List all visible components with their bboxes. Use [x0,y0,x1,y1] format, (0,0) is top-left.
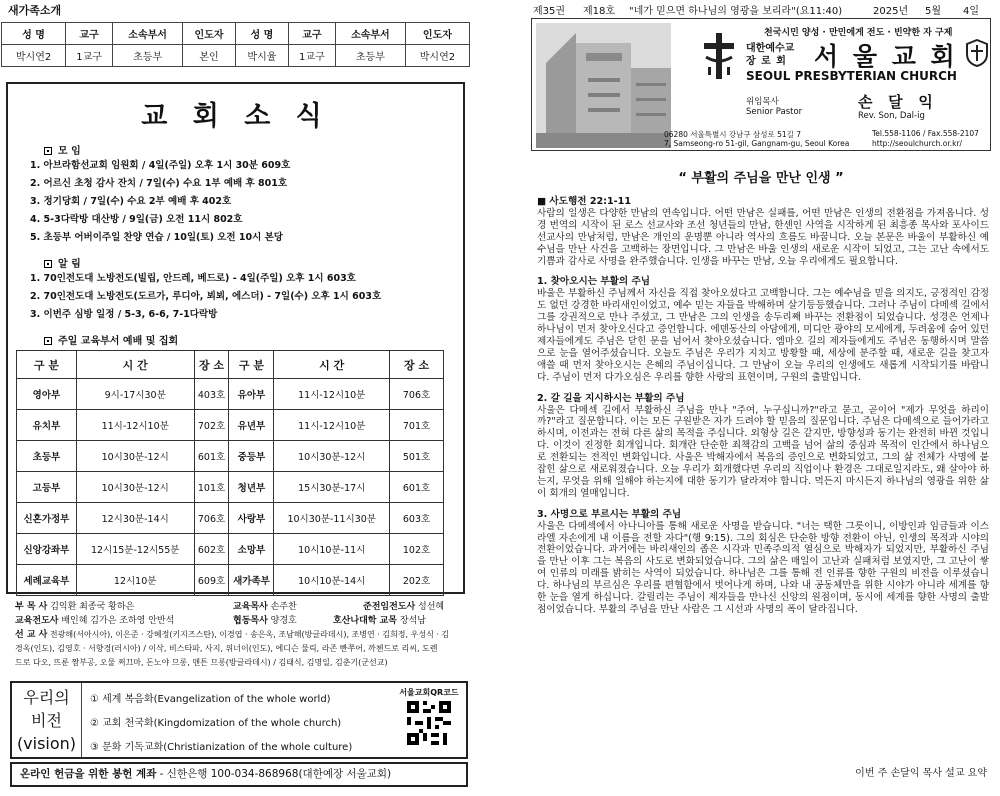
gathering-item: 3. 정기당회 / 7일(수) 수요 2부 예배 후 402호 [30,196,232,207]
staff-label: 교육전도사 [15,616,59,626]
cell: 601호 [390,472,444,503]
square-bullet-icon [44,147,52,155]
church-building-image [536,23,671,148]
qr-label: 서울교회QR코드 [399,688,459,697]
cell: 박시연2 [2,45,66,67]
cell: 10시30분-12시 [274,441,390,472]
notice-item: 1. 70인전도대 노방전도(빌립, 안드레, 베드로) - 4일(주일) 오후 1시 603호 [30,273,356,284]
cell: 중등부 [229,441,274,472]
pastor-name-en: Rev. Son, Dal-ig [858,111,925,121]
header-cell: 구 분 [229,351,274,379]
staff-list [15,600,467,678]
cell: 영아부 [17,379,77,410]
gathering-item: 4. 5-3다락방 대산방 / 9일(금) 오전 11시 802호 [30,214,243,225]
cell: 신혼가정부 [17,503,77,534]
staff-label: 부 목 사 [15,602,48,612]
staff-group: 준전임전도사 성선혜 [363,602,445,612]
cell: 202호 [390,565,444,596]
staff-row-2 [15,614,467,628]
denomination-line-2: 장 로 회 [746,56,787,67]
sermon-point-heading: 3. 사명으로 부르시는 부활의 주님 [537,508,682,520]
cell: 사랑부 [229,503,274,534]
cell: 706호 [390,379,444,410]
worship-row [17,410,444,441]
cell: 701호 [390,410,444,441]
worship-header-row [17,351,444,379]
staff-names: 배인혜 김가은 조하영 안반석 [61,616,175,626]
staff-row-1 [15,600,467,614]
cell: 유아부 [229,379,274,410]
sermon-point-heading: 2. 갈 길을 지시하시는 부활의 주님 [537,392,685,404]
sermon-point-text: 사울은 다메섹 길에서 부활하신 주님을 만나 "주여, 누구십니까?"라고 묻고, 곧이어 "제가 무엇을 하리이까?"라고 질문합니다. 이는 모든 구원받은 자가 드려야 할 믿음의 질문입니다. 주님은 다메섹으로 들어가라고 하시며, 이전과는 전혀 다른 삶의 목적을 주십니다. 외형상 길은 같지만, 방향성과 동기는 완전히 바뀐 것입니다. 이것이 진정한 회개입니다. 회개란 단순한 죄책감의 고백을 넘어 삶의 중심과 목적이 인간에서 하나님으로 전환되는 전적인 변화입니다. 사울은 박해자에서 복음의 증인으로 변화되었고, 그의 삶 전체가 사명에 붙잡힌 삶으로 새로워졌습니다. 오늘 우리가 회개했다면 우리의 직업이나 환경은 그대로일지라도, 왜 살아야 하는지, 무엇을 위해 일해야 하는지에 대한 동기가 달라져야 합니다. 먹든지 마시든지 하나님의 영광을 위한 삶이 회개의 열매입니다. [537,404,989,499]
header-cell: 장 소 [194,351,229,379]
cell: 유치부 [17,410,77,441]
cell: 11시-12시10분 [76,410,194,441]
vision-item: ② 교회 천국화(Kingdomization of the whole church) [90,718,342,729]
cell: 101호 [194,472,229,503]
cell: 102호 [390,534,444,565]
cell: 10시30분-12시 [76,441,194,472]
sermon-signature: 이번 주 손달익 목사 설교 요약 [855,768,987,779]
emblem-icon [966,39,988,71]
header-cell: 소속부서 [335,23,405,45]
sermon-body [537,196,989,616]
gathering-item: 2. 어르신 초청 감사 잔치 / 7일(수) 수요 1부 예배 후 801호 [30,178,287,189]
notice-item: 2. 70인전도대 노방전도(도르가, 루디아, 뵈뵈, 에스더) - 7일(수) 오후 1시 603호 [30,291,382,302]
header-cell: 인도자 [405,23,469,45]
missionary-text: 전광해(서아시아), 이은준 · 강혜정(키지즈스탄), 이경엽 · 송은옥, 조남해(방글라데시), 조병연 · 김희정, 우성식 · 김 [49,630,450,639]
cell: 유년부 [229,410,274,441]
header-cell: 구 분 [17,351,77,379]
sermon-point-heading: 1. 찾아오시는 부활의 주님 [537,276,651,288]
cell: 9시-17시30분 [76,379,194,410]
header-cell: 교구 [66,23,113,45]
sermon-title: “ 부활의 주님을 만난 인생 ” [678,171,844,186]
phone-fax: Tel.558-1106 / Fax.558-2107 [872,129,979,138]
cell: 1교구 [288,45,335,67]
issue-day: 4일 [963,6,980,17]
issue-number: 제18호 [583,6,616,17]
worship-row [17,472,444,503]
cell: 403호 [194,379,229,410]
newcomers-title: 새가족소개 [8,4,62,17]
worship-heading: 주일 교육부서 예배 및 집회 [44,332,178,347]
cell: 10시30분-11시30분 [274,503,390,534]
church-tagline: 천국시민 양성 · 만민에게 전도 · 빈약한 자 구제 [764,28,953,38]
website-link[interactable]: http://seoulchurch.or.kr/ [872,139,963,148]
missionary-row: 드로 다오, 뜨룬 짬부공, 오물 쩌끄마, 돈노야 므롱, 맨튼 므롱(방글라데시) / 김태식, 김명일, 김춘기(군선교) [15,658,388,667]
cell: 본인 [183,45,236,67]
sermon-point-text: 바울은 부활하신 주님께서 자신을 직접 찾아오셨다고 고백합니다. 그는 예수님을 믿을 의지도, 긍정적인 감정도 없던 강경한 바리새인이었고, 예수 믿는 자들을 박해하며 살기등등했습니다. 그러나 주님이 다메섹 길에서 그를 강권적으로 만나 주셨고, 그 만남은 그의 인생을 송두리째 바꾸는 전환점이 되었습니다. 성경은 언제나 하나님이 먼저 찾아오신다고 증언합니다. 에덴동산의 아담에게, 미디안 광야의 모세에게, 두려움에 숨어 있던 제자들에게도 주님은 닫힌 문을 넘어서 찾아오셨습니다. 엠마오 길의 제자들에게도 주님은 동행하시며 말씀으로 눈을 열어주셨습니다. 오늘도 주님은 우리가 지치고 방황할 때, 세상에 분주할 때, 새로운 길을 찾고자 애쓸 때 먼저 찾아오시는 은혜의 주님이십니다. 그 만남이 오늘 우리의 인생에도 새롭게 시작되기를 바랍니다. 주님이 먼저 다가오심은 우리를 향한 사랑의 표현이며, 구원의 출발입니다. [537,288,989,383]
gathering-item: 5. 초등부 어버이주일 찬양 연습 / 10일(토) 오전 10시 본당 [30,232,283,243]
address-en: 7, Samseong-ro 51-gil, Gangnam-gu, Seoul Korea [664,139,850,148]
pastor-title-ko: 위임목사 [746,97,779,107]
cell: 501호 [390,441,444,472]
church-name-korean: 서 울 교 회 [814,42,958,71]
header-cell: 인도자 [183,23,236,45]
issue-year: 2025년 [873,6,909,17]
gathering-item: 1. 아브라함선교회 임원회 / 4일(주일) 오후 1시 30분 609호 [30,160,291,171]
cell: 1교구 [66,45,113,67]
vision-label: 우리의 비전 (vision) [12,683,82,757]
issue-volume: 제35권 [533,6,566,17]
missionary-row: 경옥(인도), 김영호 · 서향경(러시아) / 이삭, 비스타파, 사지, 위너이(인도), 에디슨 물릭, 라존 빤쭈어, 까첸드로 리씨, 도렌 [15,644,438,653]
cell: 박시연2 [405,45,469,67]
newcomers-header-row [2,23,470,45]
cell: 603호 [390,503,444,534]
cell: 10시10분-14시 [274,565,390,596]
staff-label: 선 교 사 [15,630,48,640]
cell: 새가족부 [229,565,274,596]
cell: 12시30분-14시 [76,503,194,534]
qr-code-area [392,687,466,755]
offering-account: 온라인 헌금을 위한 봉헌 계좌 - 신한은행 100-034-868968(대한예장 서울교회) [10,762,468,787]
worship-row [17,379,444,410]
worship-schedule-table [16,350,444,596]
cell: 702호 [194,410,229,441]
cell: 10시10분-11시 [274,534,390,565]
cell: 초등부 [335,45,405,67]
church-header [531,18,991,151]
staff-group: 교육목사 손주찬 [233,602,297,612]
denomination-line-1: 대한예수교 [746,43,795,54]
pastor-title-en: Senior Pastor [746,107,803,117]
notices-heading: 알 림 [44,255,81,270]
cell: 11시-12시10분 [274,379,390,410]
square-bullet-icon [44,337,52,345]
newcomers-row [2,45,470,67]
cross-logo-icon [702,33,736,83]
cell: 박시율 [235,45,288,67]
header-cell: 소속부서 [113,23,183,45]
issue-month: 5월 [925,6,942,17]
header-cell: 성 명 [235,23,288,45]
cell: 초등부 [113,45,183,67]
header-cell: 교구 [288,23,335,45]
header-cell: 장 소 [390,351,444,379]
cell: 15시30분-17시 [274,472,390,503]
cell: 12시10분 [76,565,194,596]
sermon-point-text: 사울은 다메섹에서 아나니아를 통해 새로운 사명을 받습니다. "너는 택한 그릇이니, 이방인과 임금들과 이스라엘 자손에게 내 이름을 전할 자다"(행 9:15). 그의 회심은 단순한 방향 전환이 아닌, 인생의 목적과 시야의 전환이었습니다. 과거에는 바리새인의 좁은 시각과 민족주의적 열심으로 박해자가 되었지만, 부활하신 주님을 만난 이후 그는 복음의 사도로 변화되었습니다. 그의 삶은 매일이 고난과 실패처럼 보였지만, 그 고난이 쌓여 인류의 미래를 밝히는 사역이 되었습니다. 하나님은 그를 통해 전 인류를 향한 구원의 비전을 이루셨습니다. 하나님의 부르심은 우리를 편협함에서 벗어나게 하며, 나와 내 공동체만을 위한 시야가 아니라 세계를 향한 눈을 열게 하십니다. 갈릴리는 주님이 제자들을 만나신 신앙의 원점이며, 동시에 세계를 향한 사명의 출발점이었습니다. 부활의 주님을 만난 사람은 그 시선과 사명의 폭이 달라집니다. [537,520,989,615]
header-cell: 성 명 [2,23,66,45]
cell: 초등부 [17,441,77,472]
vision-box [10,681,468,759]
vision-item: ① 세계 복음화(Evangelization of the whole world) [90,694,331,705]
worship-row [17,534,444,565]
pastor-name-ko: 손 달 익 [858,93,933,111]
gatherings-heading: 모 임 [44,142,81,157]
missionary-row [15,628,467,642]
cell: 소망부 [229,534,274,565]
staff-group: 협동목사 양경호 [233,616,297,626]
address-ko: 06280 서울특별시 강남구 삼성로 51길 7 [664,130,802,139]
header-cell: 시 간 [76,351,194,379]
cell: 609호 [194,565,229,596]
cell: 601호 [194,441,229,472]
sermon-intro: 사람의 일생은 다양한 만남의 연속입니다. 어떤 만남은 실패를, 어떤 만남은 인생의 전환점을 가져옵니다. 성경 번역의 시작이 된 로스 선교사와 조선 청년들의 만남, 한센인 사역을 시작하게 된 최흥종 목사와 포사이드 선교사의 만남처럼, 만남은 개인의 운명뿐 아니라 역사의 흐름도 바꿉니다. 오늘 본문은 바울이 부활하신 예수님을 만난 사건을 고백하는 장면입니다. 그 만남은 바울 인생의 새로운 시작이 되었고, 그는 고난 속에서도 기쁨과 감사로 사명을 완주했습니다. 인생을 바꾸는 만남, 오늘 우리에게도 필요합니다. [537,207,989,267]
scripture-reference: ■ 사도행전 22:1-11 [537,196,632,207]
worship-row [17,441,444,472]
header-cell: 시 간 [274,351,390,379]
cell: 10시30분-12시 [76,472,194,503]
cell: 602호 [194,534,229,565]
staff-names: 김익환 최종국 황하은 [50,602,135,612]
vision-item: ③ 문화 기독교화(Christianization of the whole culture) [90,742,353,753]
cell: 11시-12시10분 [274,410,390,441]
worship-row [17,503,444,534]
cell: 청년부 [229,472,274,503]
square-bullet-icon [44,260,52,268]
cell: 세례교육부 [17,565,77,596]
cell: 고등부 [17,472,77,503]
cell: 12시15분-12시55분 [76,534,194,565]
staff-group: 호산나대학 교목 장석남 [333,616,426,626]
cell: 706호 [194,503,229,534]
notice-item: 3. 이번주 심방 일정 / 5-3, 6-6, 7-1다락방 [30,309,218,320]
qr-code-icon[interactable] [407,701,451,745]
newcomers-table [1,22,470,67]
issue-motto: "네가 믿으면 하나님의 영광을 보리라"(요11:40) [629,6,843,17]
church-name-english: SEOUL PRESBYTERIAN CHURCH [746,69,957,83]
worship-row [17,565,444,596]
cell: 신앙강좌부 [17,534,77,565]
news-title: 교 회 소 식 [141,101,330,132]
